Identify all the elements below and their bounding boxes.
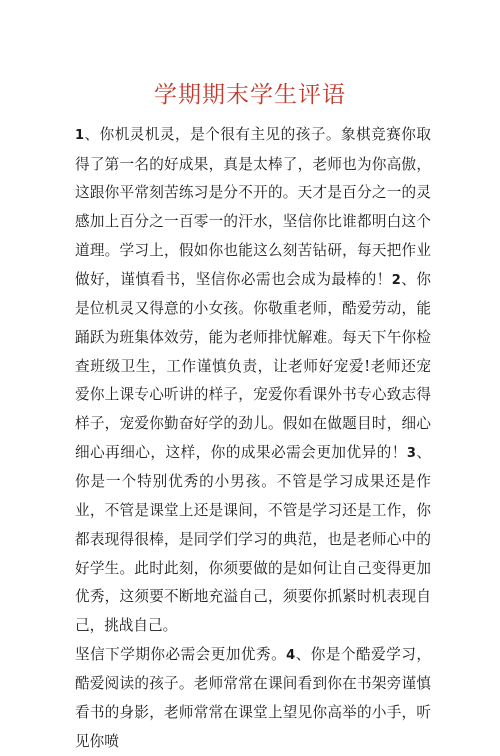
paragraph-2 (75, 641, 431, 756)
item-number: 1 (75, 128, 85, 143)
paragraph-text: 、你是一个特别优秀的小男孩。不管是学习成果还是作业，不管是课堂上还是课间，不管是学习还是工作，你都表现得很棒，是同学们学习的典范，也是老师心中的好学生。此时此刻，你须要做的是如何让自己变得更加优秀，这须要不断地充溢自己，须要你抓紧时机表现自己，挑战自己。 (75, 443, 431, 634)
paragraph-text: 坚信下学期你必需会更加优秀。 (75, 645, 287, 663)
item-number: 3 (406, 445, 416, 461)
paragraph-text: 、你是个酷爱学习，酷爱阅读的孩子。老师常常在课间看到你在书架旁谨慎看书的身影，老师常常在课堂上望见你高举的小手，听见你喷 (75, 645, 431, 750)
item-number: 4 (286, 647, 296, 663)
document-title: 学期期末学生评语 (154, 82, 346, 108)
paragraph-1 (75, 121, 431, 641)
item-number: 2 (391, 272, 401, 288)
paragraph-text: 、你机灵机灵，是个很有主见的孩子。象棋竞赛你取得了第一名的好成果，真是太棒了，老师也为你高傲，这跟你平常刻苦练习是分不开的。天才是百分之一的灵感加上百分之一百零一的汗水，坚信你比谁都明白这个道理。学习上，假如你也能这么刻苦钻研，每天把作业做好，谨慎看书，坚信你必需也会成为最棒的！ (75, 126, 431, 288)
paragraph-text: 、你是位机灵又得意的小女孩。你敬重老师，酷爱劳动，能踊跃为班集体效劳，能为老师排忧解难。每天下午你检查班级卫生，工作谨慎负责，让老师好宠爱!老师还宠爱你上课专心听讲的样子，宠爱你看课外书专心致志得样子，宠爱你勤奋好学的劲儿。假如在做题目时，细心细心再细心，这样，你的成果必需会更加优异的！ (75, 270, 431, 461)
document-body (75, 121, 431, 756)
